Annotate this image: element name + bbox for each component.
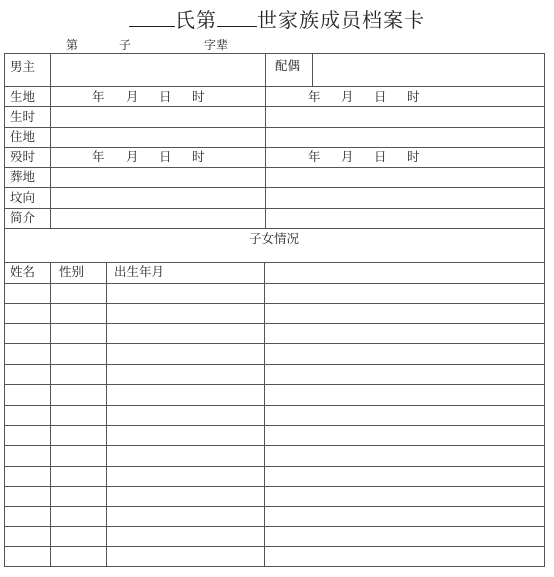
date-hour: 时 <box>407 149 420 164</box>
date-year: 年 <box>92 149 105 164</box>
zi-label: 子 <box>119 38 132 52</box>
date-month: 月 <box>341 149 354 164</box>
children-header-birth: 出生年月 <box>114 264 165 279</box>
label-burial-place: 葬地 <box>10 169 36 184</box>
date-hour: 时 <box>407 89 420 104</box>
label-birth-place: 生地 <box>10 89 36 104</box>
date-day: 日 <box>374 89 387 104</box>
date-month: 月 <box>341 89 354 104</box>
children-section-title: 子女情况 <box>249 231 300 246</box>
label-birth-time: 生时 <box>10 109 36 124</box>
date-day: 日 <box>159 89 172 104</box>
date-hour: 时 <box>192 149 205 164</box>
label-spouse: 配偶 <box>275 58 301 73</box>
label-residence: 住地 <box>10 129 36 144</box>
rank-label: 第 <box>66 38 79 52</box>
title-clan-text: 氏第 <box>175 8 217 32</box>
date-year: 年 <box>308 89 321 104</box>
children-header-gender: 性别 <box>59 264 85 279</box>
generation-label: 字辈 <box>204 38 229 52</box>
date-month: 月 <box>126 149 139 164</box>
date-year: 年 <box>92 89 105 104</box>
date-hour: 时 <box>192 89 205 104</box>
label-death-time: 殁时 <box>10 149 36 164</box>
date-day: 日 <box>159 149 172 164</box>
date-day: 日 <box>374 149 387 164</box>
label-grave-direction: 坟向 <box>10 190 36 205</box>
date-month: 月 <box>126 89 139 104</box>
children-header-name: 姓名 <box>10 264 36 279</box>
label-intro: 简介 <box>10 210 36 225</box>
date-year: 年 <box>308 149 321 164</box>
title-rest-text: 世家族成员档案卡 <box>257 8 425 32</box>
label-male: 男主 <box>10 59 36 74</box>
